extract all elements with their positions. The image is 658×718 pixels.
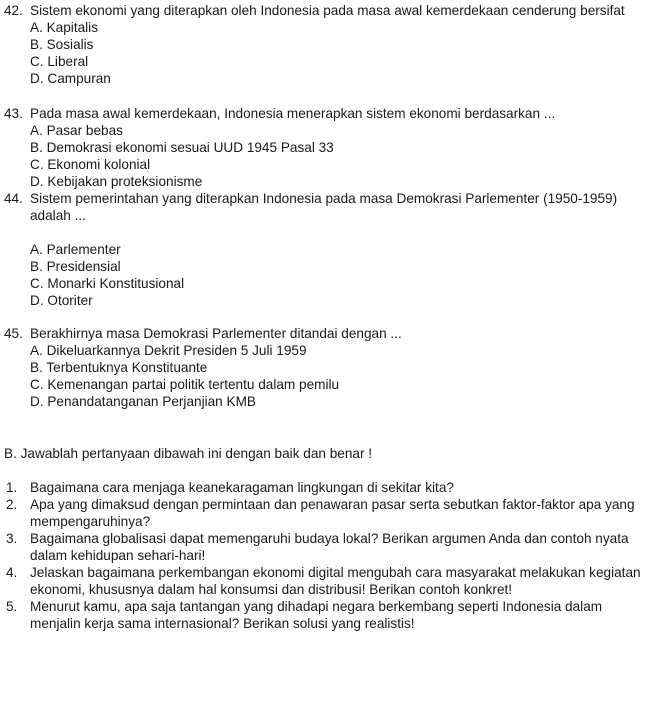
question-44 xyxy=(4,190,654,309)
question-text: Sistem pemerintahan yang diterapkan Indonesia pada masa Demokrasi Parlementer (1950-1959) adalah ... xyxy=(30,191,618,223)
option-list xyxy=(30,122,654,190)
question-number: 45. xyxy=(4,326,23,341)
option-list xyxy=(30,19,654,87)
question-header xyxy=(4,325,654,342)
option-b: B. Terbentuknya Konstituante xyxy=(30,360,208,375)
question-text: Sistem ekonomi yang diterapkan oleh Indonesia pada masa awal kemerdekaan cenderung bersifat xyxy=(30,3,625,18)
option-d: D. Kebijakan proteksionisme xyxy=(30,174,203,189)
option-b: B. Demokrasi ekonomi sesuai UUD 1945 Pasal 33 xyxy=(30,140,334,155)
essay-item-3 xyxy=(6,530,646,564)
question-number: 44. xyxy=(4,191,23,206)
option-d: D. Penandatanganan Perjanjian KMB xyxy=(30,394,256,409)
essay-text: Apa yang dimaksud dengan permintaan dan penawaran pasar serta sebutkan faktor-faktor apa yang mempengaruhinya? xyxy=(30,497,635,529)
option-b: B. Presidensial xyxy=(30,259,121,274)
essay-item-1 xyxy=(6,479,646,496)
option-list xyxy=(30,241,654,309)
option-c: C. Ekonomi kolonial xyxy=(30,157,151,172)
question-text: Berakhirnya masa Demokrasi Parlementer ditandai dengan ... xyxy=(30,326,402,341)
essay-list xyxy=(6,479,646,632)
question-number: 42. xyxy=(4,3,23,18)
section-b-heading: B. Jawablah pertanyaan dibawah ini dengan baik dan benar ! xyxy=(4,446,373,461)
question-header xyxy=(4,105,654,122)
essay-item-5 xyxy=(6,598,646,632)
essay-number: 1. xyxy=(6,480,18,495)
question-header xyxy=(4,2,654,19)
essay-number: 2. xyxy=(6,497,18,512)
question-text: Pada masa awal kemerdekaan, Indonesia menerapkan sistem ekonomi berdasarkan ... xyxy=(30,106,556,121)
option-b: B. Sosialis xyxy=(30,37,94,52)
option-a: A. Parlementer xyxy=(30,242,121,257)
option-c: C. Liberal xyxy=(30,54,89,69)
essay-text: Menurut kamu, apa saja tantangan yang dihadapi negara berkembang seperti Indonesia dalam menjalin kerja sama internasional? Berikan solusi yang realistis! xyxy=(30,599,603,631)
question-43 xyxy=(4,105,654,190)
option-c: C. Kemenangan partai politik tertentu dalam pemilu xyxy=(30,377,340,392)
question-header xyxy=(4,190,654,224)
essay-text: Bagaimana cara menjaga keanekaragaman lingkungan di sekitar kita? xyxy=(30,480,454,495)
option-c: C. Monarki Konstitusional xyxy=(30,276,185,291)
question-42 xyxy=(4,2,654,87)
essay-item-2 xyxy=(6,496,646,530)
essay-number: 4. xyxy=(6,565,18,580)
option-a: A. Pasar bebas xyxy=(30,123,123,138)
essay-text: Bagaimana globalisasi dapat memengaruhi budaya lokal? Berikan argumen Anda dan contoh nyata dalam kehidupan sehari-hari! xyxy=(30,531,629,563)
option-d: D. Otoriter xyxy=(30,293,93,308)
option-a: A. Dikeluarkannya Dekrit Presiden 5 Juli 1959 xyxy=(30,343,307,358)
option-a: A. Kapitalis xyxy=(30,20,99,35)
option-list xyxy=(30,342,654,410)
essay-item-4 xyxy=(6,564,646,598)
question-45 xyxy=(4,325,654,410)
essay-number: 5. xyxy=(6,599,18,614)
question-number: 43. xyxy=(4,106,23,121)
essay-number: 3. xyxy=(6,531,18,546)
essay-text: Jelaskan bagaimana perkembangan ekonomi digital mengubah cara masyarakat melakukan kegiatan ekonomi, khususnya dalam hal konsumsi dan distribusi! Berikan contoh konkret! xyxy=(30,565,641,597)
option-d: D. Campuran xyxy=(30,71,111,86)
